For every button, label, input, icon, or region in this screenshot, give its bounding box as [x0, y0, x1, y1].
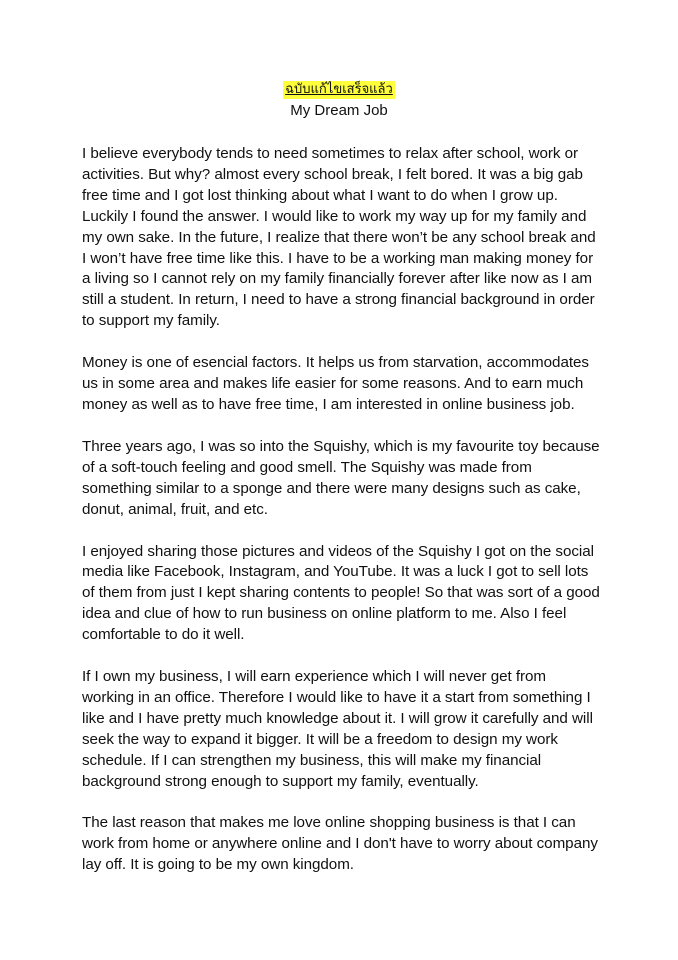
paragraph-3: Three years ago, I was so into the Squishy, which is my favourite toy because of a soft-touch feeling and good smell. The Squishy was made from something similar to a sponge and there were many designs such as cake, donut, animal, fruit, and etc.	[82, 437, 600, 518]
paragraph-6: The last reason that makes me love online shopping business is that I can work from home or anywhere online and I don't have to worry about company lay off. It is going to be my own kingdom.	[82, 814, 598, 874]
paragraph-5: If I own my business, I will earn experience which I will never get from working in an office. Therefore I would like to have it a start from something I like and I have pretty much knowledge about it. I will grow it carefully and will seek the way to expand it bigger. It will be a freedom to design my work schedule. If I can strengthen my business, this will make my financial background strong enough to support my family, eventually.	[82, 668, 593, 790]
highlighted-status-label: ฉบับแก้ไขเสร็จแล้ว	[285, 82, 393, 97]
paragraph-2: Money is one of esencial factors. It helps us from starvation, accommodates us in some area and makes life easier for some reasons. And to earn much money as well as to have free time, I am interested in online business job.	[82, 354, 589, 413]
essay-body	[82, 144, 602, 897]
document-title: My Dream Job	[290, 102, 388, 119]
paragraph-4: I enjoyed sharing those pictures and videos of the Squishy I got on the social media like Facebook, Instagram, and YouTube. It was a luck I got to sell lots of them from just I kept sharing contents to people! So that was sort of a good idea and clue of how to run business on online platform to me. Also I feel comfortable to do it well.	[82, 542, 600, 644]
document-header	[0, 80, 678, 121]
paragraph-1: I believe everybody tends to need sometimes to relax after school, work or activities. But why? almost every school break, I felt bored. It was a big gab free time and I got lost thinking about what I want to do when I grow up. Luckily I found the answer. I would like to work my way up for my family and my own sake. In the future, I realize that there won’t be any school break and I won’t have free time like this. I have to be a working man making money for a living so I cannot rely on my family financially forever after like now as I am still a student. In return, I need to have a strong financial background in order to support my family.	[82, 145, 596, 330]
